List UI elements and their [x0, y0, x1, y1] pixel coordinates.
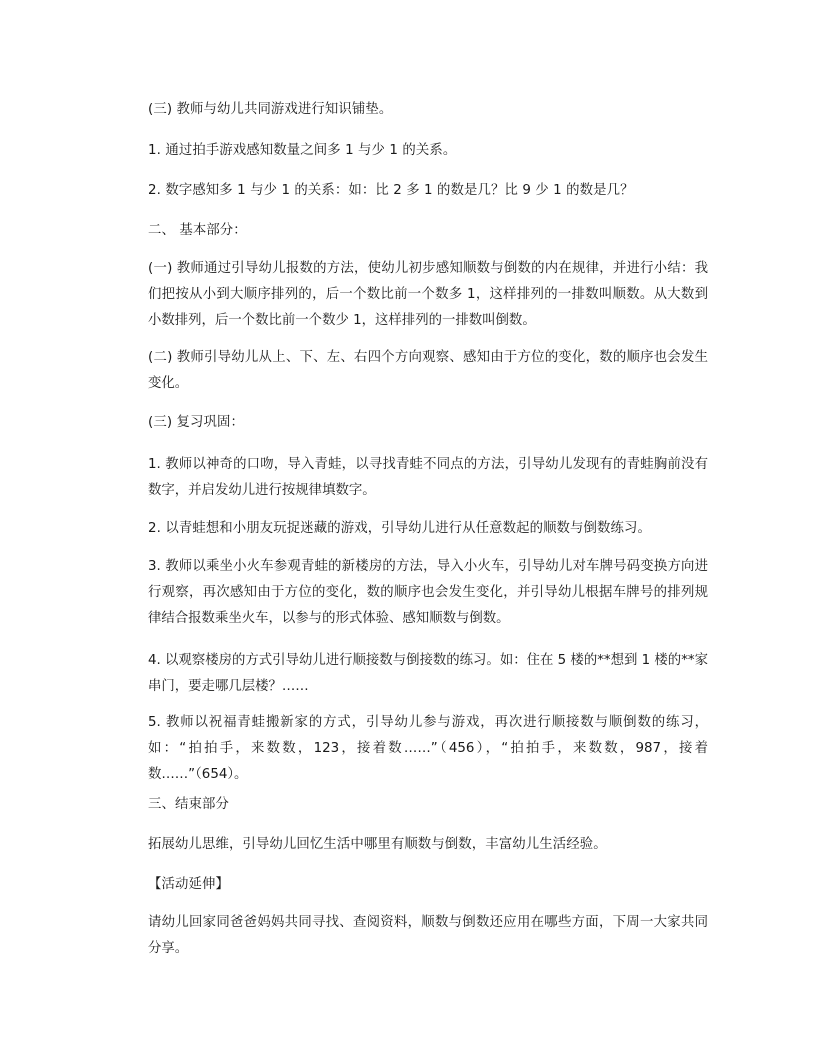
paragraph-blessing-game: 5. 教师以祝福青蛙搬新家的方式，引导幼儿参与游戏，再次进行顺接数与顺倒数的练习，如：“拍拍手，来数数，123，接着数……”（456），“拍拍手，来数数，987，接着数……”（654）。 — [148, 715, 708, 782]
section-heading-review: (三) 复习巩固： — [148, 415, 244, 430]
paragraph-expand-thinking: 拓展幼儿思维，引导幼儿回忆生活中哪里有顺数与倒数，丰富幼儿生活经验。 — [148, 837, 607, 852]
paragraph-frog-intro: 1. 教师以神奇的口吻，导入青蛙，以寻找青蛙不同点的方法，引导幼儿发现有的青蛙胸前没有数字，并启发幼儿进行按规律填数字。 — [148, 457, 708, 498]
section-heading-extension: 【活动延伸】 — [148, 877, 229, 892]
paragraph-clapping-game: 1. 通过拍手游戏感知数量之间多 1 与少 1 的关系。 — [148, 143, 457, 158]
paragraph-train-activity: 3. 教师以乘坐小火车参观青蛙的新楼房的方法，导入小火车，引导幼儿对车牌号码变换方向进行观察，再次感知由于方位的变化，数的顺序也会发生变化，并引导幼儿根据车牌号的排列规律结合报数乘坐火车，以参与的形式体验、感知顺数与倒数。 — [148, 559, 708, 626]
section-heading-ending: 三、结束部分 — [148, 797, 229, 812]
paragraph-building-counting: 4. 以观察楼房的方式引导幼儿进行顺接数与倒接数的练习。如：住在 5 楼的**想到 1 楼的**家串门，要走哪几层楼？…… — [148, 653, 708, 694]
paragraph-game-foundation: (三) 教师与幼儿共同游戏进行知识铺垫。 — [148, 102, 393, 117]
paragraph-counting-method: (一) 教师通过引导幼儿报数的方法，使幼儿初步感知顺数与倒数的内在规律，并进行小结：我们把按从小到大顺序排列的，后一个数比前一个数多 1，这样排列的一排数叫顺数。从大数到小数排列，后一个数比前一个数少 1，这样排列的一排数叫倒数。 — [148, 261, 708, 328]
paragraph-number-relation: 2. 数字感知多 1 与少 1 的关系：如：比 2 多 1 的数是几？比 9 少 1 的数是几？ — [148, 183, 634, 198]
paragraph-home-activity: 请幼儿回家同爸爸妈妈共同寻找、查阅资料，顺数与倒数还应用在哪些方面，下周一大家共同分享。 — [148, 915, 708, 956]
paragraph-direction-observation: (二) 教师引导幼儿从上、下、左、右四个方向观察、感知由于方位的变化，数的顺序也会发生变化。 — [148, 350, 708, 391]
section-heading-basic: 二、 基本部分： — [148, 223, 247, 238]
paragraph-hide-seek: 2. 以青蛙想和小朋友玩捉迷藏的游戏，引导幼儿进行从任意数起的顺数与倒数练习。 — [148, 521, 651, 536]
